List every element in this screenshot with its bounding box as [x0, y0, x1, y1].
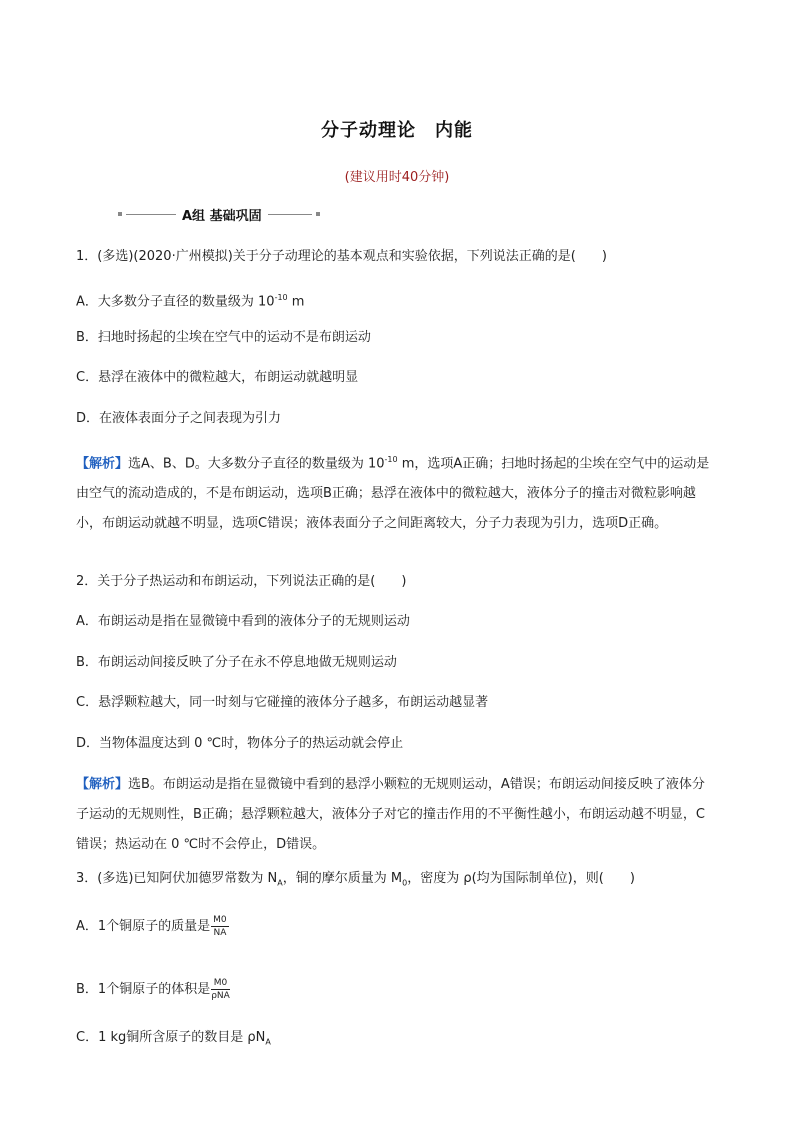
question-2-option-a: A．布朗运动是指在显微镜中看到的液体分子的无规则运动 — [76, 614, 410, 629]
analysis-tag: 【解析】 — [76, 456, 129, 472]
question-3-option-b: B．1个铜原子的体积是 $\frac{M0}{\text{ρNA}}$ — [76, 978, 230, 1001]
analysis-tag: 【解析】 — [76, 777, 129, 792]
question-3-option-c: C．1 kg铜所含原子的数目是 $\rho N_A$ — [76, 1030, 271, 1047]
fraction: $\frac{M0}{\text{ρNA}}$ — [211, 978, 230, 1001]
page-title: 分子动理论 内能 — [321, 120, 473, 141]
suggested-time: (建议用时40分钟) — [344, 170, 450, 185]
bullet-dot-icon — [316, 212, 320, 216]
question-1-option-b: B．扫地时扬起的尘埃在空气中的运动不是布朗运动 — [76, 330, 371, 345]
question-3-option-a: A．1个铜原子的质量是 $\frac{M0}{NA}$ — [76, 915, 227, 938]
question-1-option-d: D．在液体表面分子之间表现为引力 — [76, 411, 282, 426]
question-3-stem: 3．(多选)已知阿伏加德罗常数为 $N_A$，铜的摩尔质量为 $M_0$，密度为 ρ(均为国际制单位)，则( ) — [76, 871, 635, 888]
fraction: $\frac{M0}{NA}$ — [213, 915, 227, 938]
question-1-stem: 1．(多选)(2020·广州模拟)关于分子动理论的基本观点和实验依据，下列说法正确的是( ) — [76, 249, 607, 264]
question-2-option-c: C．悬浮颗粒越大，同一时刻与它碰撞的液体分子越多，布朗运动越显著 — [76, 695, 489, 710]
question-2-analysis: 【解析】选B。布朗运动是指在显微镜中看到的悬浮小颗粒的无规则运动，A错误；布朗运动间接反映了液体分子运动的无规则性，B正确；悬浮颗粒越大，液体分子对它的撞击作用的不平衡性越小，布朗运动越不明显，C错误；热运动在 0 ℃时不会停止，D错误。 — [76, 777, 705, 852]
divider-line — [268, 214, 312, 215]
section-header — [118, 206, 320, 222]
question-1-option-a: A．大多数分子直径的数量级为 $10^{-10}$ m — [76, 293, 305, 310]
bullet-dot-icon — [118, 212, 122, 216]
question-1-option-c: C．悬浮在液体中的微粒越大，布朗运动就越明显 — [76, 370, 359, 385]
question-2-option-b: B．布朗运动间接反映了分子在永不停息地做无规则运动 — [76, 655, 397, 670]
question-2-stem: 2．关于分子热运动和布朗运动，下列说法正确的是( ) — [76, 574, 407, 589]
question-2-option-d: D．当物体温度达到 0 ℃时，物体分子的热运动就会停止 — [76, 736, 404, 751]
section-label: A组 基础巩固 — [182, 208, 262, 224]
question-1-analysis: 【解析】选A、B、D。大多数分子直径的数量级为 $10^{-10}$ m，选项A正确；扫地时扬起的尘埃在空气中的运动是由空气的流动造成的，不是布朗运动，选项B正确；悬浮在液体中的微粒越大，液体分子的撞击对微粒影响越小，布朗运动就越不明显，选项C错误；液体表面分子之间距离较大，分子力表现为引力，选项D正确。 — [76, 455, 710, 532]
divider-line — [126, 214, 176, 215]
